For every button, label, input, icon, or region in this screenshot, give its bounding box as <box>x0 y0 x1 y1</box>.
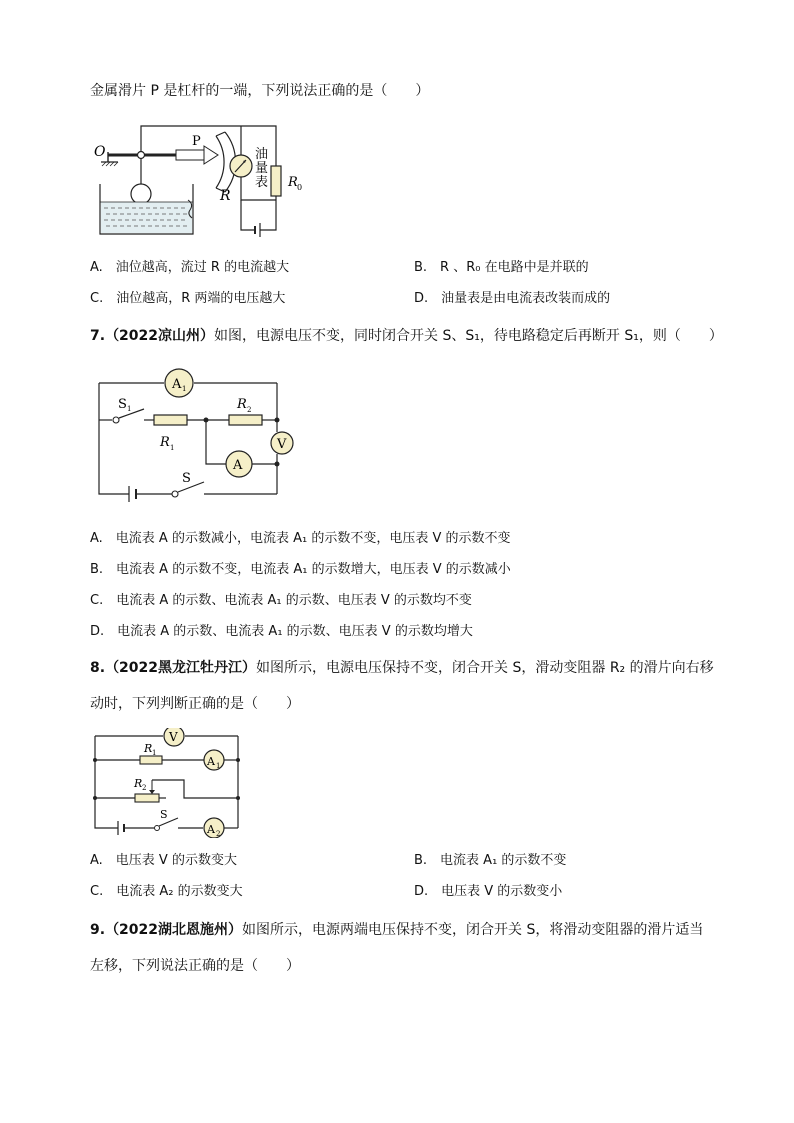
q8-v-label: V <box>169 730 178 744</box>
q7-source: （2022凉山州） <box>105 328 215 344</box>
r2-label: R <box>237 397 247 412</box>
r1-label: R <box>160 435 170 450</box>
v-label: V <box>277 437 287 452</box>
q6-stem-tail: 金属滑片 P 是杠杆的一端，下列说法正确的是（ ） <box>90 83 430 99</box>
s1-sub: 1 <box>127 405 132 413</box>
q8-r1-sub: 1 <box>152 749 157 757</box>
q7-option-a: A. 电流表 A 的示数减小，电流表 A₁ 的示数不变，电压表 V 的示数不变 <box>90 531 511 546</box>
q6-option-b: B. R 、R₀ 在电路中是并联的 <box>414 260 589 275</box>
a1-sub: 1 <box>182 385 187 393</box>
q8-option-b: B. 电流表 A₁ 的示数不变 <box>414 853 567 868</box>
label-o: O <box>94 144 106 160</box>
q8-option-c: C. 电流表 A₂ 的示数变大 <box>90 884 243 899</box>
q8-option-d: D. 电压表 V 的示数变小 <box>414 884 563 899</box>
meter-label-2: 量 <box>255 161 269 176</box>
q9-stem-line1 <box>90 920 703 940</box>
meter-label-3: 表 <box>255 175 269 190</box>
q6-option-a: A. 油位越高，流过 R 的电流越大 <box>90 260 290 275</box>
q9-stem-text-1: 如图所示，电源两端电压保持不变，闭合开关 S，将滑动变阻器的滑片适当 <box>242 922 704 938</box>
q8-s-label: S <box>160 808 168 821</box>
q8-r2-sub: 2 <box>142 784 147 792</box>
q7-circuit-diagram <box>94 368 294 510</box>
meter-label-1: 油 <box>255 147 269 162</box>
q8-a2-sub: 2 <box>216 830 221 838</box>
label-p: P <box>192 134 201 149</box>
q7-option-d: D. 电流表 A 的示数、电流表 A₁ 的示数、电压表 V 的示数均增大 <box>90 624 473 639</box>
q8-a1-sub: 1 <box>216 762 221 770</box>
q8-stem-text-1: 如图所示，电源电压保持不变，闭合开关 S，滑动变阻器 R₂ 的滑片向右移 <box>256 660 714 676</box>
s1-label: S <box>118 397 127 412</box>
q8-a1-label: A <box>207 755 215 768</box>
s-label: S <box>182 471 191 486</box>
q8-stem-line1 <box>90 658 714 678</box>
label-r0: R <box>288 175 298 190</box>
q6-option-c: C. 油位越高，R 两端的电压越大 <box>90 291 286 306</box>
q7-option-b: B. 电流表 A 的示数不变，电流表 A₁ 的示数增大，电压表 V 的示数减小 <box>90 562 511 577</box>
label-r0-sub: 0 <box>297 183 303 192</box>
q7-stem-text: 如图，电源电压不变，同时闭合开关 S、S₁，待电路稳定后再断开 S₁，则（ ） <box>214 328 723 344</box>
q7-stem <box>90 326 723 346</box>
q8-stem-line2: 动时，下列判断正确的是（ ） <box>90 696 300 712</box>
q8-number: 8. <box>90 660 106 676</box>
q8-circuit-diagram <box>90 728 250 838</box>
q8-a2-label: A <box>207 823 215 836</box>
q7-option-c: C. 电流表 A 的示数、电流表 A₁ 的示数、电压表 V 的示数均不变 <box>90 593 472 608</box>
q7-number: 7. <box>90 328 106 344</box>
q8-source: （2022黑龙江牡丹江） <box>105 660 257 676</box>
r2-sub: 2 <box>247 406 252 414</box>
a-label: A <box>233 458 243 473</box>
q6-oil-gauge-diagram <box>88 118 318 243</box>
q9-source: （2022湖北恩施州） <box>105 922 243 938</box>
q8-r1-label: R <box>144 742 153 755</box>
q9-stem-line2: 左移，下列说法正确的是（ ） <box>90 958 300 974</box>
q6-option-d: D. 油量表是由电流表改装而成的 <box>414 291 611 306</box>
label-r: R <box>220 188 231 204</box>
q9-number: 9. <box>90 922 106 938</box>
q8-option-a: A. 电压表 V 的示数变大 <box>90 853 237 868</box>
a1-label: A <box>172 377 182 392</box>
q8-r2-label: R <box>134 777 143 790</box>
r1-sub: 1 <box>170 444 175 452</box>
